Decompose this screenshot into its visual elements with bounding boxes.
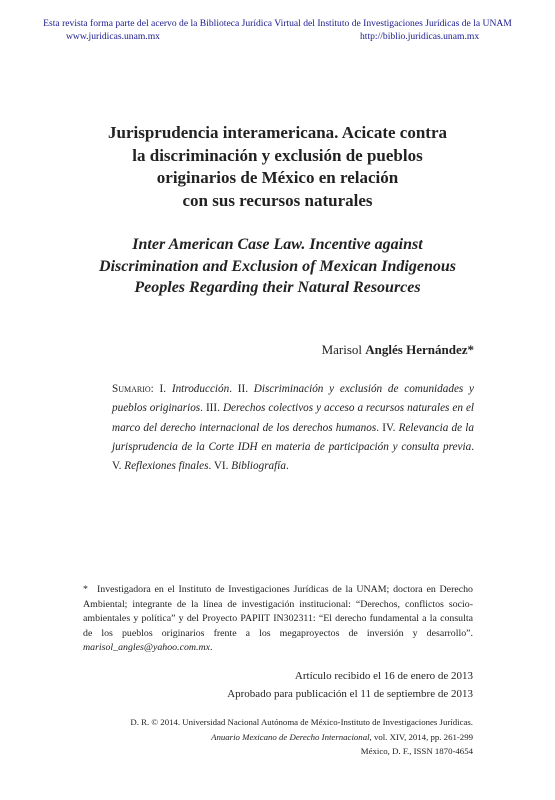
title-line: la discriminación y exclusión de pueblos (132, 145, 423, 165)
summary-item: Bibliografía (231, 460, 286, 473)
summary-num: VI. (213, 460, 229, 473)
summary-item: Introducción (171, 383, 230, 395)
author-name (322, 342, 474, 358)
footnote-text: Investigadora en el Instituto de Investigaciones Jurídicas de la UNAM; doctora en Derecho Ambiental; integrante de la línea de investigación institucional: “Derechos, conflictos socio-ambientales y política” y del Proyecto PAPIIT IN302311: “El derecho fundamental a la consulta de los pueblos originarios frente a los megaproyectos de inversión y desarrollo”. (83, 584, 473, 639)
journal-citation (130, 730, 473, 745)
title-line: con sus recursos naturales (182, 190, 373, 210)
summary-num: I. (159, 383, 167, 395)
summary-item: Derechos colectivos y acceso a recursos naturales en el marco del derecho internacional de los derechos humanos (112, 402, 475, 434)
summary-num: III. (205, 402, 220, 415)
copyright-line: D. R. © 2014. Universidad Nacional Autónoma de México-Instituto de Investigaciones Jurídicas. (130, 717, 473, 727)
approved-date: Aprobado para publicación el 11 de septiembre de 2013 (227, 687, 473, 700)
author-footnote: * Investigadora en el Instituto de Investigaciones Jurídicas de la UNAM; doctora en Derecho Ambiental; integrante de la línea de investigación institucional: “Derechos, conflictos socio-ambientales y política” y del Proyecto PAPIIT IN302311: “El derecho fundamental a la consulta de los pueblos originarios frente a los megaproyectos de inversión y desarrollo”. marisol_angles@yahoo.com.mx. (83, 584, 473, 654)
title-line: Jurisprudencia interamericana. Acicate contra (108, 123, 447, 142)
summary-num: IV. (382, 421, 396, 434)
juridicas-link[interactable]: www.juridicas.unam.mx (66, 31, 160, 42)
copyright-footer (130, 715, 473, 759)
summary-item: Discriminación y exclusión de comunidades y pueblos originarios (112, 383, 474, 415)
summary-label: Sumario: (112, 383, 154, 395)
author-surname: Anglés Hernández* (365, 342, 474, 357)
volume-pages: , vol. XIV, 2014, pp. 261-299 (369, 731, 473, 742)
author-given-name: Marisol (321, 342, 363, 357)
footnote-mark: * (83, 584, 88, 595)
summary-num: II. (237, 383, 249, 395)
issn-line: México, D. F., ISSN 1870-4654 (360, 746, 473, 756)
subtitle-line: Peoples Regarding their Natural Resources (134, 279, 421, 296)
author-email[interactable]: marisol_angles@yahoo.com.mx (83, 642, 211, 654)
article-title (60, 122, 495, 212)
journal-name: Anuario Mexicano de Derecho Internacional (211, 731, 370, 742)
subtitle-line: Discrimination and Exclusion of Mexican Indigenous (99, 257, 456, 275)
title-line: originarios de México en relación (156, 168, 399, 187)
subtitle-line: Inter American Case Law. Incentive against (132, 236, 423, 253)
summary-block: Sumario: I. Introducción. II. Discriminación y exclusión de comunidades y pueblos originarios. III. Derechos colectivos y acceso a recursos naturales en el marco del derecho internacional de los derechos humanos. IV. Relevancia de la jurisprudencia de la Corte IDH en materia de participación y consulta previa. V. Reflexiones finales. VI. Bibliografía. (112, 383, 475, 473)
summary-num: V. (112, 460, 122, 473)
repository-notice: Esta revista forma parte del acervo de la Biblioteca Jurídica Virtual del Instituto de Investigaciones Jurídicas de la UNAM (43, 18, 512, 29)
summary-item: Reflexiones finales (124, 460, 209, 473)
article-subtitle (60, 234, 495, 299)
biblio-link[interactable]: http://biblio.juridicas.unam.mx (360, 31, 480, 42)
summary-item: Relevancia de la jurisprudencia de la Corte IDH en materia de participación y consulta previa (112, 421, 474, 453)
article-dates (227, 668, 473, 703)
received-date: Artículo recibido el 16 de enero de 2013 (294, 670, 473, 682)
